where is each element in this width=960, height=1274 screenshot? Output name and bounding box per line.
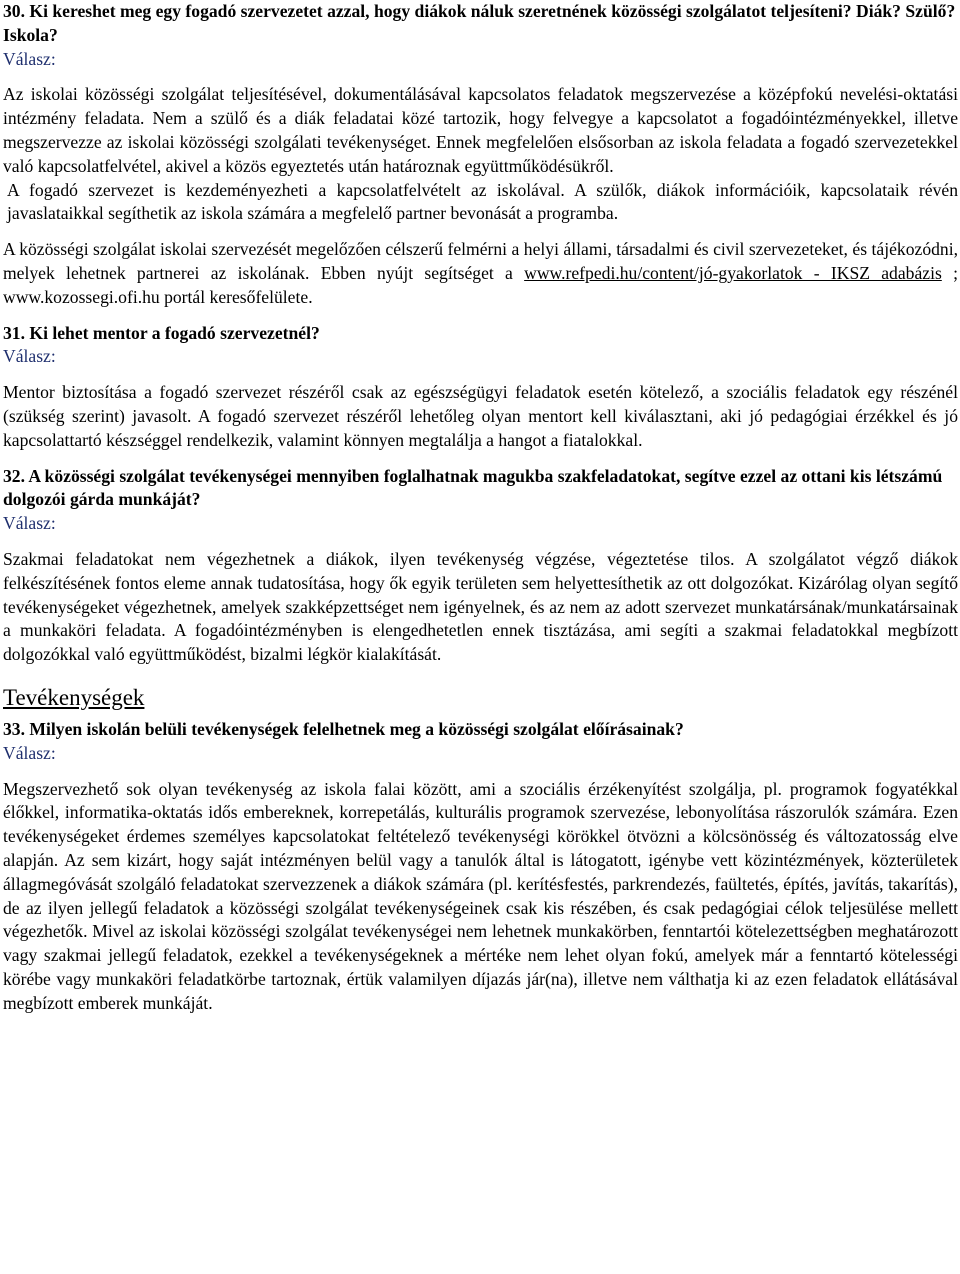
answer-label-31: Válasz: [3, 346, 56, 367]
question-33: 33. Milyen iskolán belüli tevékenységek felelhetnek meg a közösségi szolgálat előírásainak? [3, 718, 684, 739]
answer-31-paragraph-1: Mentor biztosítása a fogadó szervezet részéről csak az egészségügyi feladatok esetén kötelező, a szociális feladatok egy részénél (szükség szerint) javasolt. A fogadó szervezet részéről lehetőleg olyan mentort kell kiválasztani, aki jó pedagógiai érzékkel és jó kapcsolattartó készséggel rendelkezik, valamint könnyen megtalálja a hangot a fiatalokkal. [3, 382, 958, 450]
answer-30-paragraph-3-text: A közösségi szolgálat iskolai szervezését megelőzően célszerű felmérni a helyi állami, társadalmi és civil szervezeteket, és tájékozódni, melyek lehetnek partnerei az iskolának. Ebben nyújt segítséget a [3, 239, 958, 283]
answer-label-32: Válasz: [3, 513, 56, 534]
question-30: 30. Ki kereshet meg egy fogadó szervezetet azzal, hogy diákok náluk szeretnének közösségi szolgálatot teljesíteni? Diák? Szülő? Iskola? [3, 1, 956, 45]
refpedi-link[interactable]: www.refpedi.hu/content/jó-gyakorlatok - IKSZ adabázis [524, 262, 942, 283]
answer-33-paragraph-1: Megszervezhető sok olyan tevékenység az iskola falai között, ami a szociális érzékenyítést szolgálja, pl. programok fogyatékkal élőkkel, informatika-oktatás idős embereknek, korrepetálás, kulturális programok szervezése, lebonyolítása rászorulók számára. Ezen tevékenységeket érdemes személyes kapcsolatokat feltételező tevékenységi körökkel ötvözni a kölcsönösség és változatosság elve alapján. Az sem kizárt, hogy saját intézményen belül vagy a tanulók által is látogatott, igénybe vett közintézmények, közterületek állagmegóvását szolgáló feladatokat szervezzenek a diákok számára (pl. kerítésfestés, parkrendezés, faültetés, építés, javítás, takarítás), de az ilyen jellegű feladatok a közösségi szolgálat tevékenységeinek csak kis részében, és csak pedagógiai célok teljesülése mellett végezhetők. Mivel az iskolai közösségi szolgálat tevékenységei nem lehetnek munkakörben, fenntartói kötelezettségben meghatározott vagy szakmai jellegű feladatok, ezekkel a tevékenységeknek a mértéke nem lehet olyan fokú, amelyek már a fenntartó kötelességi körébe vagy munkaköri feladatkörbe tartoznak, értük valamilyen díjazás jár(na), illetve nem válthatja ki az ezen feladatok ellátásával megbízott emberek munkáját. [3, 778, 958, 1013]
answer-label-30: Válasz: [3, 48, 56, 69]
answer-30-paragraph-3-tail: ; www.kozossegi.ofi.hu portál keresőfelülete. [3, 262, 958, 307]
section-heading: Tevékenységek [3, 684, 145, 710]
question-31: 31. Ki lehet mentor a fogadó szervezetnél? [3, 322, 320, 343]
question-32: 32. A közösségi szolgálat tevékenységei mennyiben foglalhatnak magukba szakfeladatokat, segítve ezzel az ottani kis létszámú dolgozói gárda munkáját? [3, 465, 943, 510]
answer-30-paragraph-3 [3, 238, 958, 309]
answer-30-paragraph-1: Az iskolai közösségi szolgálat teljesítésével, dokumentálásával kapcsolatos feladatok megszervezése a középfokú nevelési-oktatási intézmény feladata. Nem a szülő és a diák feladatai közé tartozik, hogy felvegye a kapcsolatot a fogadóintézményekkel, illetve megszervezze az iskolai közösségi szolgálati tevékenységet. Ennek megfelelően elsősorban az iskola feladata a fogadó szervezetekkel való kapcsolatfelvétel, akivel a közös egyeztetés után határoznak együttműködésükről. [3, 84, 958, 176]
answer-30-paragraph-2: A fogadó szervezet is kezdeményezheti a kapcsolatfelvételt az iskolával. A szülők, diákok információik, kapcsolataik révén javaslataikkal segíthetik az iskola számára a megfelelő partner bevonását a programba. [7, 179, 958, 224]
answer-32-paragraph-1: Szakmai feladatokat nem végezhetnek a diákok, ilyen tevékenység végzése, végeztetése tilos. A szolgálatot végző diákok felkészítésének fontos eleme annak tudatosítása, hogy ők egyik területen sem helyettesíthetik az ott dolgozókat. Kizárólag olyan segítő tevékenységeket végezhetnek, amelyek szakképzettséget nem igényelnek, és az nem az adott szervezet munkatársának/munkatársainak a munkaköri feladata. A fogadóintézményben is elengedhetetlen ennek tisztázása, ami segíti a szakmai feladatokkal megbízott dolgozókkal való együttműködést, bizalmi légkör kialakítását. [3, 548, 958, 665]
answer-label-33: Válasz: [3, 742, 56, 763]
